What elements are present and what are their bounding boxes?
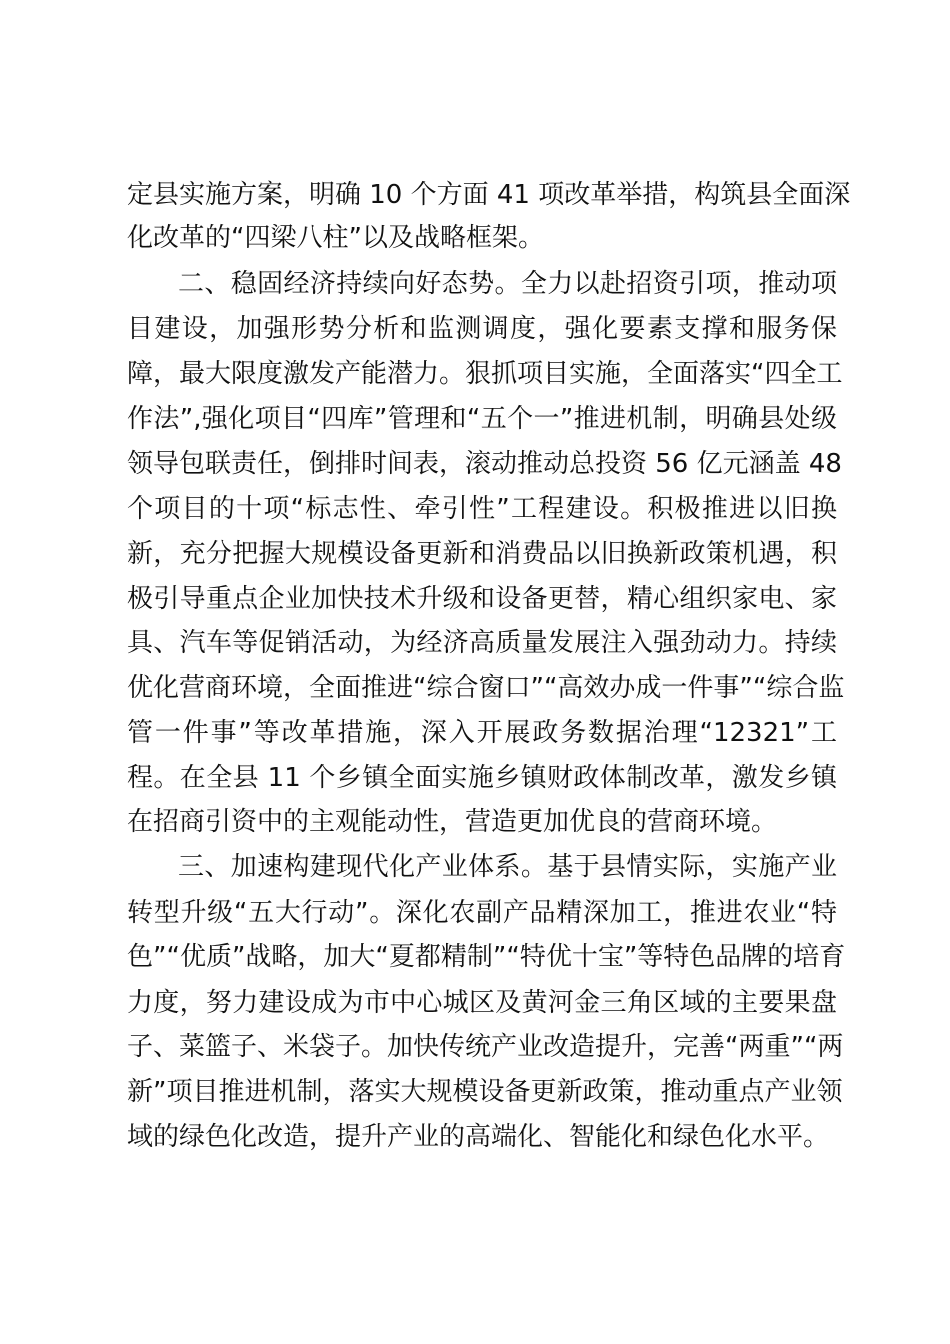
text-line: 个项目的十项“标志性、牵引性”工程建设。积极推进以旧换 — [127, 494, 837, 524]
text-line: 转型升级“五大行动”。深化农副产品精深加工，推进农业“特 — [127, 898, 837, 928]
text-line: 极引导重点企业加快技术升级和设备更替，精心组织家电、家 — [127, 584, 837, 614]
text-line: 新，充分把握大规模设备更新和消费品以旧换新政策机遇，积 — [127, 539, 837, 569]
text-line: 子、菜篮子、米袋子。加快传统产业改造提升，完善“两重”“两 — [127, 1032, 844, 1062]
text-line: 障，最大限度激发产能潜力。狠抓项目实施，全面落实“四全工 — [127, 359, 843, 389]
text-line: 在招商引资中的主观能动性，营造更加优良的营商环境。 — [127, 807, 778, 837]
text-line: 化改革的“四梁八柱”以及战略框架。 — [127, 223, 544, 253]
text-line: 域的绿色化改造，提升产业的高端化、智能化和绿色化水平。 — [127, 1122, 830, 1152]
text-line: 二、稳固经济持续向好态势。全力以赴招资引项，推动项 — [178, 269, 837, 299]
text-line: 三、加速构建现代化产业体系。基于县情实际，实施产业 — [178, 852, 837, 882]
text-line: 管一件事”等改革措施，深入开展政务数据治理“12321”工 — [127, 718, 837, 748]
text-line: 力度，努力建设成为市中心城区及黄河金三角区域的主要果盘 — [127, 988, 837, 1018]
text-line: 定县实施方案，明确 10 个方面 41 项改革举措，构筑县全面深 — [127, 180, 851, 210]
text-line: 优化营商环境，全面推进“综合窗口”“高效办成一件事”“综合监 — [127, 673, 845, 703]
text-line: 领导包联责任，倒排时间表，滚动推动总投资 56 亿元涵盖 48 — [127, 449, 842, 479]
text-line: 色”“优质”战略，加大“夏都精制”“特优十宝”等特色品牌的培育 — [127, 942, 846, 972]
text-line: 程。在全县 11 个乡镇全面实施乡镇财政体制改革，激发乡镇 — [127, 763, 837, 793]
text-line: 作法”,强化项目“四库”管理和“五个一”推进机制，明确县处级 — [127, 404, 837, 434]
text-line: 新”项目推进机制，落实大规模设备更新政策，推动重点产业领 — [127, 1077, 843, 1107]
text-line: 具、汽车等促销活动，为经济高质量发展注入强劲动力。持续 — [127, 628, 837, 658]
text-line: 目建设，加强形势分析和监测调度，强化要素支撑和服务保 — [127, 314, 837, 344]
